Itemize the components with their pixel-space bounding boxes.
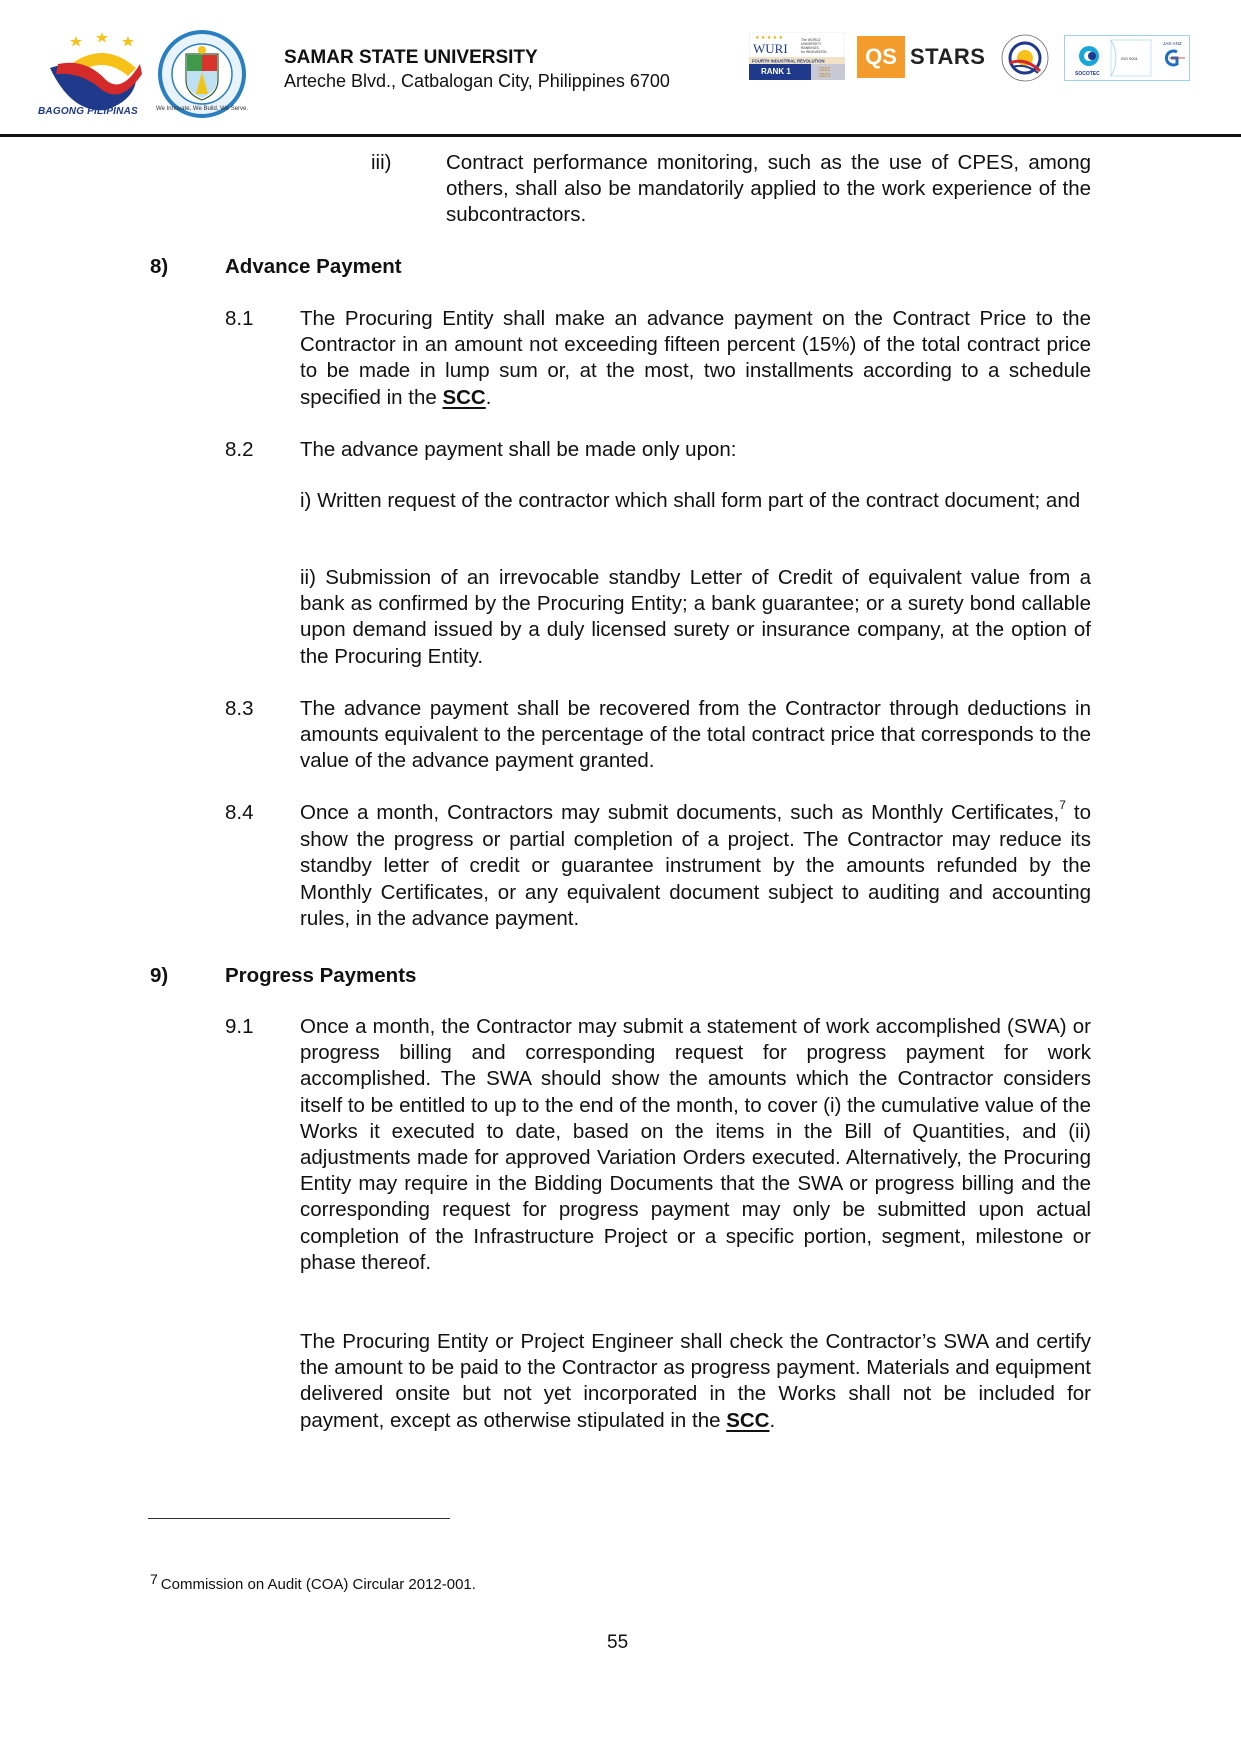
- svg-text:UNIVERSITY: UNIVERSITY: [801, 42, 822, 46]
- clause-9-1-continuation-body: The Procuring Entity or Project Engineer shall check the Contractor’s SWA and certify the amount to be paid to the Contractor as progress payment. Materials and equipment delivered onsite but not yet incorporated in the Works shall not be included for payment, except as otherwise stipulated in the: [300, 1330, 1091, 1432]
- qs-logo: QS: [857, 36, 905, 78]
- scc-reference: SCC: [442, 385, 486, 409]
- university-name: SAMAR STATE UNIVERSITY: [284, 47, 538, 68]
- footnote-text: Commission on Audit (COA) Circular 2012-001.: [160, 1576, 476, 1593]
- svg-text:RANKINGS: RANKINGS: [801, 46, 819, 50]
- svg-text:ISO 9001: ISO 9001: [1121, 56, 1138, 61]
- svg-text:The WORLD: The WORLD: [801, 38, 821, 42]
- section-8-title: Advance Payment: [225, 255, 402, 278]
- clause-8-1-body: The Procuring Entity shall make an advance payment on the Contract Price to the Contractor in an amount not exceeding fifteen percent (15%) of the total contract price to be made in lump sum or, at the most, two installments according to a schedule specified in the: [300, 307, 1091, 409]
- item-iii-text: Contract performance monitoring, such as the use of CPES, among others, shall also be mandatorily applied to the work experience of the subcontractors.: [446, 151, 1091, 227]
- footnote-separator: [148, 1518, 450, 1519]
- svg-text:FOURTH INDUSTRIAL REVOLUTION: FOURTH INDUSTRIAL REVOLUTION: [752, 58, 825, 64]
- clause-8-2-item-i: i) Written request of the contractor which shall form part of the contract document; and: [300, 489, 1081, 512]
- scc-reference: SCC: [726, 1408, 770, 1432]
- qs-stars-label: STARS: [910, 44, 986, 69]
- header-divider: [0, 134, 1241, 137]
- bagong-pilipinas-caption: BAGONG PILIPINAS: [38, 106, 138, 117]
- clause-8-1-end: .: [485, 385, 492, 409]
- section-8-number: 8): [150, 255, 169, 278]
- wuri-rank-badge: [749, 32, 845, 80]
- clause-8-2-number: 8.2: [225, 438, 254, 461]
- clause-8-1-number: 8.1: [225, 307, 254, 330]
- section-9-number: 9): [150, 964, 169, 987]
- iso-certification-badge: [1064, 35, 1190, 81]
- svg-text:JAS-ANZ: JAS-ANZ: [1163, 41, 1182, 46]
- svg-text:2023: 2023: [819, 73, 831, 79]
- clause-8-4-body-cont: to show the progress or partial completion of a project. The Contractor may reduce its standby letter of credit or guarantee instrument by the amounts refunded by the Monthly Certificates, or any equivalent document subject to auditing and accounting rules, in the advance payment.: [300, 801, 1091, 931]
- svg-text:WURI: WURI: [753, 41, 788, 56]
- clause-8-1-text: [300, 306, 1091, 411]
- philippine-quality-award-seal: [1000, 33, 1050, 83]
- footnote-ref-7[interactable]: 7: [1059, 798, 1066, 812]
- clause-8-4-text: [300, 800, 1091, 933]
- bagong-pilipinas-logo: [36, 28, 146, 118]
- clause-8-2-text: The advance payment shall be made only upon:: [300, 438, 737, 461]
- footnote-7: [150, 1571, 476, 1593]
- university-address: Arteche Blvd., Catbalogan City, Philippines 6700: [284, 71, 670, 91]
- clause-8-4-body: Once a month, Contractors may submit documents, such as Monthly Certificates,: [300, 801, 1060, 824]
- page-number: 55: [607, 1632, 629, 1653]
- letterhead: [0, 0, 1241, 136]
- svg-text:★ ★ ★ ★ ★: ★ ★ ★ ★ ★: [755, 35, 783, 41]
- clause-9-1-number: 9.1: [225, 1015, 254, 1038]
- clause-8-4-number: 8.4: [225, 801, 254, 824]
- clause-8-2-item-ii: ii) Submission of an irrevocable standby Letter of Credit of equivalent value from a bank as confirmed by the Procuring Entity; a bank guarantee; or a surety bond callable upon demand issued by a duly licensed surety or insurance company, at the option of the Procuring Entity.: [300, 566, 1091, 668]
- footnote-marker: 7: [150, 1571, 158, 1587]
- ssu-tagline: We Innovate, We Build, We Serve.: [156, 106, 249, 112]
- list-marker-iii: iii): [371, 151, 392, 174]
- svg-text:2022: 2022: [819, 67, 831, 73]
- clause-9-1-continuation-end: .: [769, 1408, 776, 1432]
- svg-text:for INNOVATION: for INNOVATION: [801, 50, 827, 54]
- svg-text:RANK 1: RANK 1: [761, 67, 791, 76]
- section-9-title: Progress Payments: [225, 964, 417, 987]
- clause-9-1-text: Once a month, the Contractor may submit a statement of work accomplished (SWA) or progress billing and corresponding request for progress payment for work accomplished. The SWA should show the amounts which the Contractor considers itself to be entitled to up to the end of the month, to cover (i) the cumulative value of the Works it executed to date, based on the items in the Bill of Quantities, and (ii) adjustments made for approved Variation Orders executed. Alternatively, the Procuring Entity may require in the Bidding Documents that the SWA or progress billing and the corresponding request for progress payment may only be submitted upon actual completion of the Infrastructure Project or a specific portion, segment, milestone or phase thereof.: [300, 1015, 1091, 1274]
- svg-text:SOCOTEC: SOCOTEC: [1075, 71, 1100, 77]
- clause-8-3-number: 8.3: [225, 697, 254, 720]
- clause-8-3-text: The advance payment shall be recovered from the Contractor through deductions in amounts equivalent to the percentage of the total contract price that corresponds to the value of the advance payment granted.: [300, 697, 1091, 773]
- clause-9-1-continuation: [300, 1329, 1091, 1434]
